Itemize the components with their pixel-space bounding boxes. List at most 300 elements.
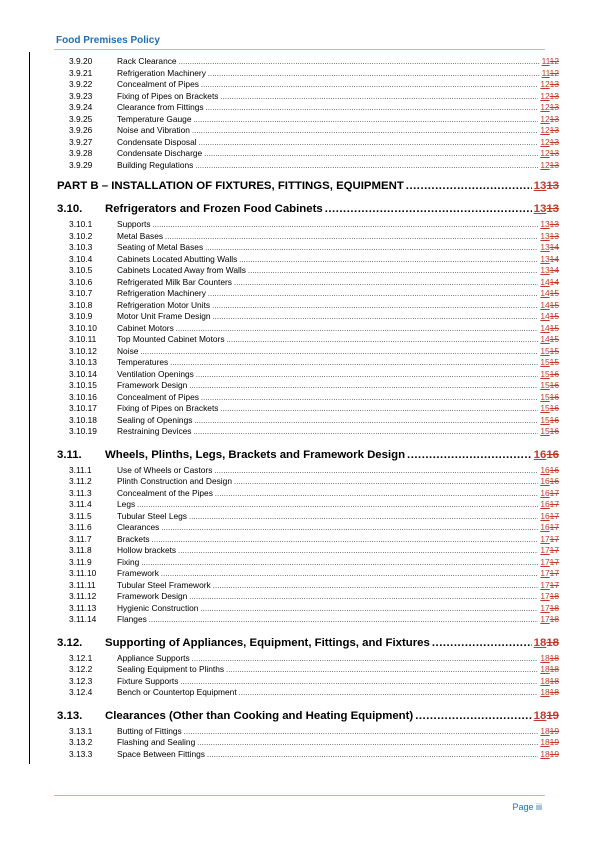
deleted-page-number: 13 [546, 203, 559, 215]
deleted-page-number: 14 [549, 265, 559, 275]
toc-entry[interactable] [57, 557, 559, 569]
toc-entry-number: 3.9.25 [69, 113, 93, 124]
toc-page-number [540, 591, 559, 603]
toc-entry-number: 3.12.4 [69, 687, 93, 697]
dot-leader [201, 79, 538, 91]
toc-page-number [540, 426, 559, 438]
dot-leader [161, 522, 538, 534]
toc-entry[interactable] [57, 737, 559, 749]
inserted-page-number: 17 [540, 602, 550, 613]
dot-leader [204, 148, 538, 160]
deleted-page-number: 15 [549, 322, 559, 333]
toc-entry[interactable] [57, 114, 559, 126]
deleted-page-number: 19 [549, 748, 559, 759]
toc-entry-number: 3.9.20 [69, 56, 93, 66]
deleted-page-number: 15 [549, 299, 559, 310]
toc-part-heading[interactable] [57, 180, 559, 192]
toc-entry-number: 3.11.12 [69, 591, 97, 601]
toc-entry-number: 3.10.14 [69, 368, 97, 379]
inserted-page-number: 12 [540, 125, 550, 135]
toc-entry[interactable] [57, 265, 559, 277]
toc-entry[interactable] [57, 664, 559, 676]
toc-page-number [540, 545, 559, 557]
deleted-page-number: 13 [549, 102, 559, 112]
toc-entry[interactable] [57, 534, 559, 546]
deleted-page-number: 19 [549, 725, 559, 736]
dot-leader [137, 499, 538, 511]
deleted-page-number: 15 [549, 288, 559, 298]
toc-entry-number: 3.11. [57, 448, 82, 461]
dot-leader [213, 311, 539, 323]
toc-page-number [540, 346, 559, 358]
toc-entry[interactable] [57, 415, 559, 427]
dot-leader [325, 203, 532, 215]
inserted-page-number: 11 [541, 67, 550, 78]
toc-page-number [540, 288, 559, 300]
dot-leader [149, 614, 539, 626]
toc-page-number [540, 219, 559, 231]
toc-entry-title: Fixing of Pipes on Brackets [117, 403, 219, 413]
inserted-page-number: 17 [540, 614, 550, 624]
inserted-page-number: 14 [540, 322, 550, 333]
inserted-page-number: 17 [540, 568, 550, 578]
deleted-page-number: 13 [549, 159, 559, 170]
dot-leader [192, 125, 538, 137]
deleted-page-number: 18 [549, 675, 559, 686]
dot-leader [152, 534, 539, 546]
toc-page-number [540, 311, 559, 323]
toc-entry-title: Framework Design [117, 591, 188, 601]
toc-entry-number: 3.10.11 [69, 334, 97, 344]
toc-entry[interactable] [57, 254, 559, 266]
dot-leader [176, 323, 539, 335]
deleted-page-number: 14 [549, 253, 559, 264]
toc-entry[interactable] [57, 288, 559, 300]
inserted-page-number: 16 [540, 464, 550, 475]
toc-entry-number: 3.9.29 [69, 159, 93, 170]
toc-entry-title: Noise and Vibration [117, 125, 190, 135]
dot-leader [415, 710, 531, 722]
inserted-page-number: 17 [540, 533, 550, 544]
toc-entry-title: Refrigerators and Frozen Food Cabinets [105, 203, 323, 215]
deleted-page-number: 18 [549, 664, 559, 674]
deleted-page-number: 13 [549, 79, 559, 89]
deleted-page-number: 14 [549, 276, 559, 287]
toc-page-number [540, 254, 559, 266]
toc-entry[interactable] [57, 603, 559, 615]
toc-entry-title: Plinth Construction and Design [117, 476, 232, 486]
deleted-page-number: 14 [549, 242, 559, 252]
toc-entry-title: Cabinets Located Away from Walls [117, 265, 246, 275]
toc-entry-title: Space Between Fittings [117, 748, 205, 759]
toc-entry-number: 3.10.12 [69, 345, 97, 356]
dot-leader [153, 219, 539, 231]
toc-page-number [540, 125, 559, 137]
toc-page-number [540, 148, 559, 160]
toc-entry[interactable] [57, 277, 559, 289]
inserted-page-number: 15 [540, 357, 550, 367]
toc-entry-title: PART B – INSTALLATION OF FIXTURES, FITTINGS, EQUIPMENT [57, 180, 404, 192]
dot-leader [140, 346, 538, 358]
toc-entry-number: 3.12.3 [69, 675, 93, 686]
toc-page-number [540, 242, 559, 254]
dot-leader [239, 254, 538, 266]
deleted-page-number: 12 [549, 56, 559, 66]
dot-leader [165, 231, 538, 243]
inserted-page-number: 13 [533, 180, 547, 192]
inserted-page-number: 18 [540, 664, 550, 674]
toc-page-number [540, 580, 559, 592]
toc-entry-number: 3.11.7 [69, 533, 92, 544]
inserted-page-number: 16 [533, 448, 547, 461]
toc-entry-title: Condensate Disposal [117, 136, 197, 147]
toc-entry[interactable] [57, 614, 559, 626]
inserted-page-number: 17 [540, 591, 550, 601]
toc-entry-number: 3.10.3 [69, 242, 93, 252]
toc-entry-title: Refrigeration Motor Units [117, 299, 211, 310]
inserted-page-number: 13 [540, 253, 550, 264]
toc-entry-title: Fixing of Pipes on Brackets [117, 90, 219, 101]
toc-entry-title: Cabinets Located Abutting Walls [117, 253, 238, 264]
deleted-page-number: 19 [549, 737, 559, 747]
toc-entry[interactable] [57, 426, 559, 438]
deleted-page-number: 16 [549, 403, 559, 413]
dot-leader [197, 737, 538, 749]
inserted-page-number: 17 [540, 579, 550, 590]
footer-divider [54, 795, 545, 796]
dot-leader [432, 637, 532, 649]
toc-entry[interactable] [57, 357, 559, 369]
toc-section-heading[interactable] [57, 449, 559, 461]
toc-section-heading[interactable] [57, 637, 559, 649]
toc-entry-title: Refrigeration Machinery [117, 67, 206, 78]
deleted-page-number: 13 [549, 113, 559, 124]
dot-leader [208, 68, 540, 80]
toc-entry-title: Legs [117, 499, 136, 509]
toc-page-number [540, 334, 559, 346]
toc-entry[interactable] [57, 749, 559, 761]
running-header: Food Premises Policy [56, 35, 160, 46]
toc-entry[interactable] [57, 488, 559, 500]
toc-entry-number: 3.10.6 [69, 276, 93, 287]
toc-page-number [540, 91, 559, 103]
dot-leader [178, 545, 538, 557]
toc-page-number [534, 449, 559, 461]
toc-entry[interactable] [57, 91, 559, 103]
dot-leader [189, 380, 538, 392]
toc-entry[interactable] [57, 522, 559, 534]
toc-entry-number: 3.11.10 [69, 568, 97, 578]
toc-entry[interactable] [57, 219, 559, 231]
toc-page-number [540, 664, 559, 676]
inserted-page-number: 17 [540, 545, 550, 555]
inserted-page-number: 13 [533, 203, 547, 215]
toc-entry[interactable] [57, 476, 559, 488]
toc-entry-title: Fixing [117, 556, 140, 567]
deleted-page-number: 17 [549, 522, 559, 532]
toc-entry-title: Motor Unit Frame Design [117, 311, 211, 321]
toc-entry-number: 3.10.5 [69, 265, 93, 275]
toc-entry-number: 3.13.3 [69, 748, 93, 759]
toc-entry[interactable] [57, 687, 559, 699]
toc-entry-title: Condensate Discharge [117, 148, 203, 158]
dot-leader [194, 114, 539, 126]
inserted-page-number: 14 [540, 299, 550, 310]
inserted-page-number: 14 [540, 288, 550, 298]
deleted-page-number: 18 [549, 614, 559, 624]
toc-entry[interactable] [57, 392, 559, 404]
dot-leader [189, 511, 538, 523]
inserted-page-number: 15 [540, 426, 550, 436]
inserted-page-number: 14 [540, 311, 550, 321]
toc-entry-title: Sealing Equipment to Plinths [117, 664, 225, 674]
toc-entry[interactable] [57, 160, 559, 172]
inserted-page-number: 17 [540, 556, 550, 567]
deleted-page-number: 16 [549, 476, 559, 486]
toc-entry[interactable] [57, 726, 559, 738]
toc-entry-title: Tubular Steel Legs [117, 510, 187, 521]
inserted-page-number: 18 [533, 709, 547, 722]
toc-entry-number: 3.10.16 [69, 391, 97, 402]
toc-page-number [540, 79, 559, 91]
toc-entry[interactable] [57, 499, 559, 511]
deleted-page-number: 19 [546, 709, 559, 722]
toc-entry[interactable] [57, 68, 559, 80]
toc-entry-number: 3.11.8 [69, 545, 92, 555]
dot-leader [239, 687, 539, 699]
toc-entry[interactable] [57, 311, 559, 323]
toc-page-number [540, 687, 559, 699]
toc-entry[interactable] [57, 334, 559, 346]
inserted-page-number: 13 [540, 265, 550, 275]
toc-entry-title: Supporting of Appliances, Equipment, Fittings, and Fixtures [105, 636, 430, 649]
inserted-page-number: 15 [540, 414, 550, 425]
toc-entry[interactable] [57, 591, 559, 603]
toc-entry-number: 3.13.1 [69, 725, 93, 736]
deleted-page-number: 17 [549, 545, 559, 555]
dot-leader [195, 160, 538, 172]
toc-entry[interactable] [57, 323, 559, 335]
toc-entry[interactable] [57, 403, 559, 415]
deleted-page-number: 13 [549, 219, 559, 229]
deleted-page-number: 13 [546, 180, 559, 192]
page-number: Page iii [512, 802, 542, 812]
toc-entry-title: Rack Clearance [117, 56, 177, 66]
toc-entry[interactable] [57, 568, 559, 580]
toc-entry[interactable] [57, 653, 559, 665]
toc-entry-title: Fixture Supports [117, 675, 179, 686]
toc-page-number [540, 737, 559, 749]
toc-entry[interactable] [57, 242, 559, 254]
toc-entry[interactable] [57, 102, 559, 114]
toc-entry-title: Ventilation Openings [117, 368, 194, 379]
toc-page-number [534, 637, 559, 649]
toc-entry[interactable] [57, 380, 559, 392]
toc-entry-number: 3.10. [57, 203, 83, 215]
deleted-page-number: 13 [549, 148, 559, 158]
toc-page-number [540, 499, 559, 511]
toc-entry-title: Noise [117, 345, 139, 356]
deleted-page-number: 16 [549, 464, 559, 475]
toc-entry-title: Hollow brackets [117, 545, 177, 555]
toc-entry[interactable] [57, 580, 559, 592]
dot-leader [220, 91, 538, 103]
toc-entry-number: 3.11.5 [69, 510, 92, 521]
toc-entry-title: Flashing and Sealing [117, 737, 196, 747]
toc-page-number [542, 68, 559, 80]
toc-entry[interactable] [57, 676, 559, 688]
toc-entry[interactable] [57, 545, 559, 557]
toc-page-number [540, 277, 559, 289]
dot-leader [205, 242, 538, 254]
toc-page-number [540, 415, 559, 427]
toc-entry-number: 3.10.9 [69, 311, 93, 321]
inserted-page-number: 12 [540, 90, 550, 101]
inserted-page-number: 16 [540, 522, 550, 532]
inserted-page-number: 12 [540, 136, 550, 147]
inserted-page-number: 13 [540, 230, 550, 241]
toc-entry-number: 3.11.9 [69, 556, 92, 567]
inserted-page-number: 12 [540, 102, 550, 112]
toc-entry[interactable] [57, 346, 559, 358]
toc-entry[interactable] [57, 300, 559, 312]
toc-page-number [540, 160, 559, 172]
dot-leader [214, 465, 538, 477]
deleted-page-number: 18 [549, 591, 559, 601]
inserted-page-number: 18 [540, 687, 550, 697]
toc-entry[interactable] [57, 137, 559, 149]
dot-leader [234, 476, 538, 488]
toc-entry-title: Supports [117, 219, 151, 229]
dot-leader [201, 392, 538, 404]
inserted-page-number: 16 [540, 510, 550, 521]
toc-entry[interactable] [57, 148, 559, 160]
deleted-page-number: 17 [549, 487, 559, 498]
toc-entry-title: Clearance from Fittings [117, 102, 204, 112]
toc-entry-number: 3.10.19 [69, 426, 97, 436]
toc-page-number [540, 323, 559, 335]
toc-entry-number: 3.11.4 [69, 499, 92, 509]
toc-entry-title: Clearances [117, 522, 160, 532]
dot-leader [215, 488, 538, 500]
toc-entry-title: Use of Wheels or Castors [117, 464, 213, 475]
inserted-page-number: 14 [540, 334, 550, 344]
toc-entry[interactable] [57, 125, 559, 137]
deleted-page-number: 12 [549, 67, 559, 78]
inserted-page-number: 14 [540, 276, 550, 287]
inserted-page-number: 16 [540, 499, 550, 509]
toc-entry-number: 3.10.18 [69, 414, 97, 425]
toc-page-number [540, 676, 559, 688]
deleted-page-number: 17 [549, 510, 559, 521]
toc-entry[interactable] [57, 79, 559, 91]
toc-entry-title: Clearances (Other than Cooking and Heating Equipment) [105, 709, 414, 722]
toc-page-number [540, 603, 559, 615]
inserted-page-number: 15 [540, 380, 550, 390]
toc-entry[interactable] [57, 511, 559, 523]
toc-entry-title: Concealment of the Pipes [117, 487, 213, 498]
toc-entry-number: 3.10.15 [69, 380, 97, 390]
deleted-page-number: 13 [549, 90, 559, 101]
revision-bar [29, 52, 30, 764]
toc-page-number [540, 300, 559, 312]
toc-entry-number: 3.9.24 [69, 102, 93, 112]
toc-entry-title: Hygienic Construction [117, 602, 199, 613]
toc-entry-number: 3.10.2 [69, 230, 93, 241]
toc-entry-title: Restraining Devices [117, 426, 192, 436]
deleted-page-number: 17 [549, 556, 559, 567]
inserted-page-number: 12 [540, 113, 550, 124]
toc-entry-title: Seating of Metal Bases [117, 242, 204, 252]
deleted-page-number: 16 [549, 426, 559, 436]
dot-leader [207, 749, 538, 761]
deleted-page-number: 17 [549, 533, 559, 544]
toc-entry-number: 3.10.10 [69, 322, 97, 333]
toc-page-number [540, 653, 559, 665]
dot-leader [208, 288, 538, 300]
toc-page-number [540, 114, 559, 126]
dot-leader [206, 102, 539, 114]
deleted-page-number: 15 [549, 311, 559, 321]
inserted-page-number: 18 [540, 675, 550, 686]
toc-entry-title: Temperatures [117, 357, 169, 367]
toc-entry-number: 3.10.1 [69, 219, 93, 229]
deleted-page-number: 16 [549, 414, 559, 425]
toc-page-number [540, 557, 559, 569]
dot-leader [406, 180, 532, 192]
toc-entry-number: 3.9.26 [69, 125, 93, 135]
deleted-page-number: 17 [549, 579, 559, 590]
inserted-page-number: 15 [540, 403, 550, 413]
toc-entry-number: 3.12.2 [69, 664, 93, 674]
toc-section-heading[interactable] [57, 710, 559, 722]
toc-entry-number: 3.9.21 [69, 67, 93, 78]
toc-page-number [540, 380, 559, 392]
toc-page-number [540, 265, 559, 277]
dot-leader [407, 449, 532, 461]
dot-leader [193, 426, 538, 438]
toc-entry-title: Tubular Steel Framework [117, 579, 211, 590]
deleted-page-number: 18 [546, 636, 559, 649]
toc-entry-title: Framework [117, 568, 159, 578]
dot-leader [180, 676, 538, 688]
toc-page-number [534, 203, 559, 215]
dot-leader [226, 664, 538, 676]
inserted-page-number: 16 [540, 476, 550, 486]
deleted-page-number: 16 [549, 380, 559, 390]
dot-leader [184, 726, 539, 738]
dot-leader [199, 137, 539, 149]
toc-entry[interactable] [57, 369, 559, 381]
toc-entry[interactable] [57, 56, 559, 68]
toc-page-number [540, 392, 559, 404]
toc-entry-number: 3.9.23 [69, 90, 93, 101]
toc-entry-number: 3.11.11 [69, 579, 96, 590]
dot-leader [189, 591, 538, 603]
inserted-page-number: 15 [540, 391, 550, 402]
toc-entry-number: 3.11.2 [69, 476, 92, 486]
toc-entry-number: 3.9.22 [69, 79, 93, 89]
toc-section-heading[interactable] [57, 203, 559, 215]
toc-entry[interactable] [57, 465, 559, 477]
toc-entry[interactable] [57, 231, 559, 243]
toc-entry-title: Cabinet Motors [117, 322, 174, 333]
deleted-page-number: 16 [546, 448, 559, 461]
dot-leader [192, 653, 539, 665]
toc-entry-title: Wheels, Plinths, Legs, Brackets and Framework Design [105, 448, 406, 461]
toc-entry-number: 3.10.7 [69, 288, 93, 298]
toc-entry-title: Framework Design [117, 380, 188, 390]
